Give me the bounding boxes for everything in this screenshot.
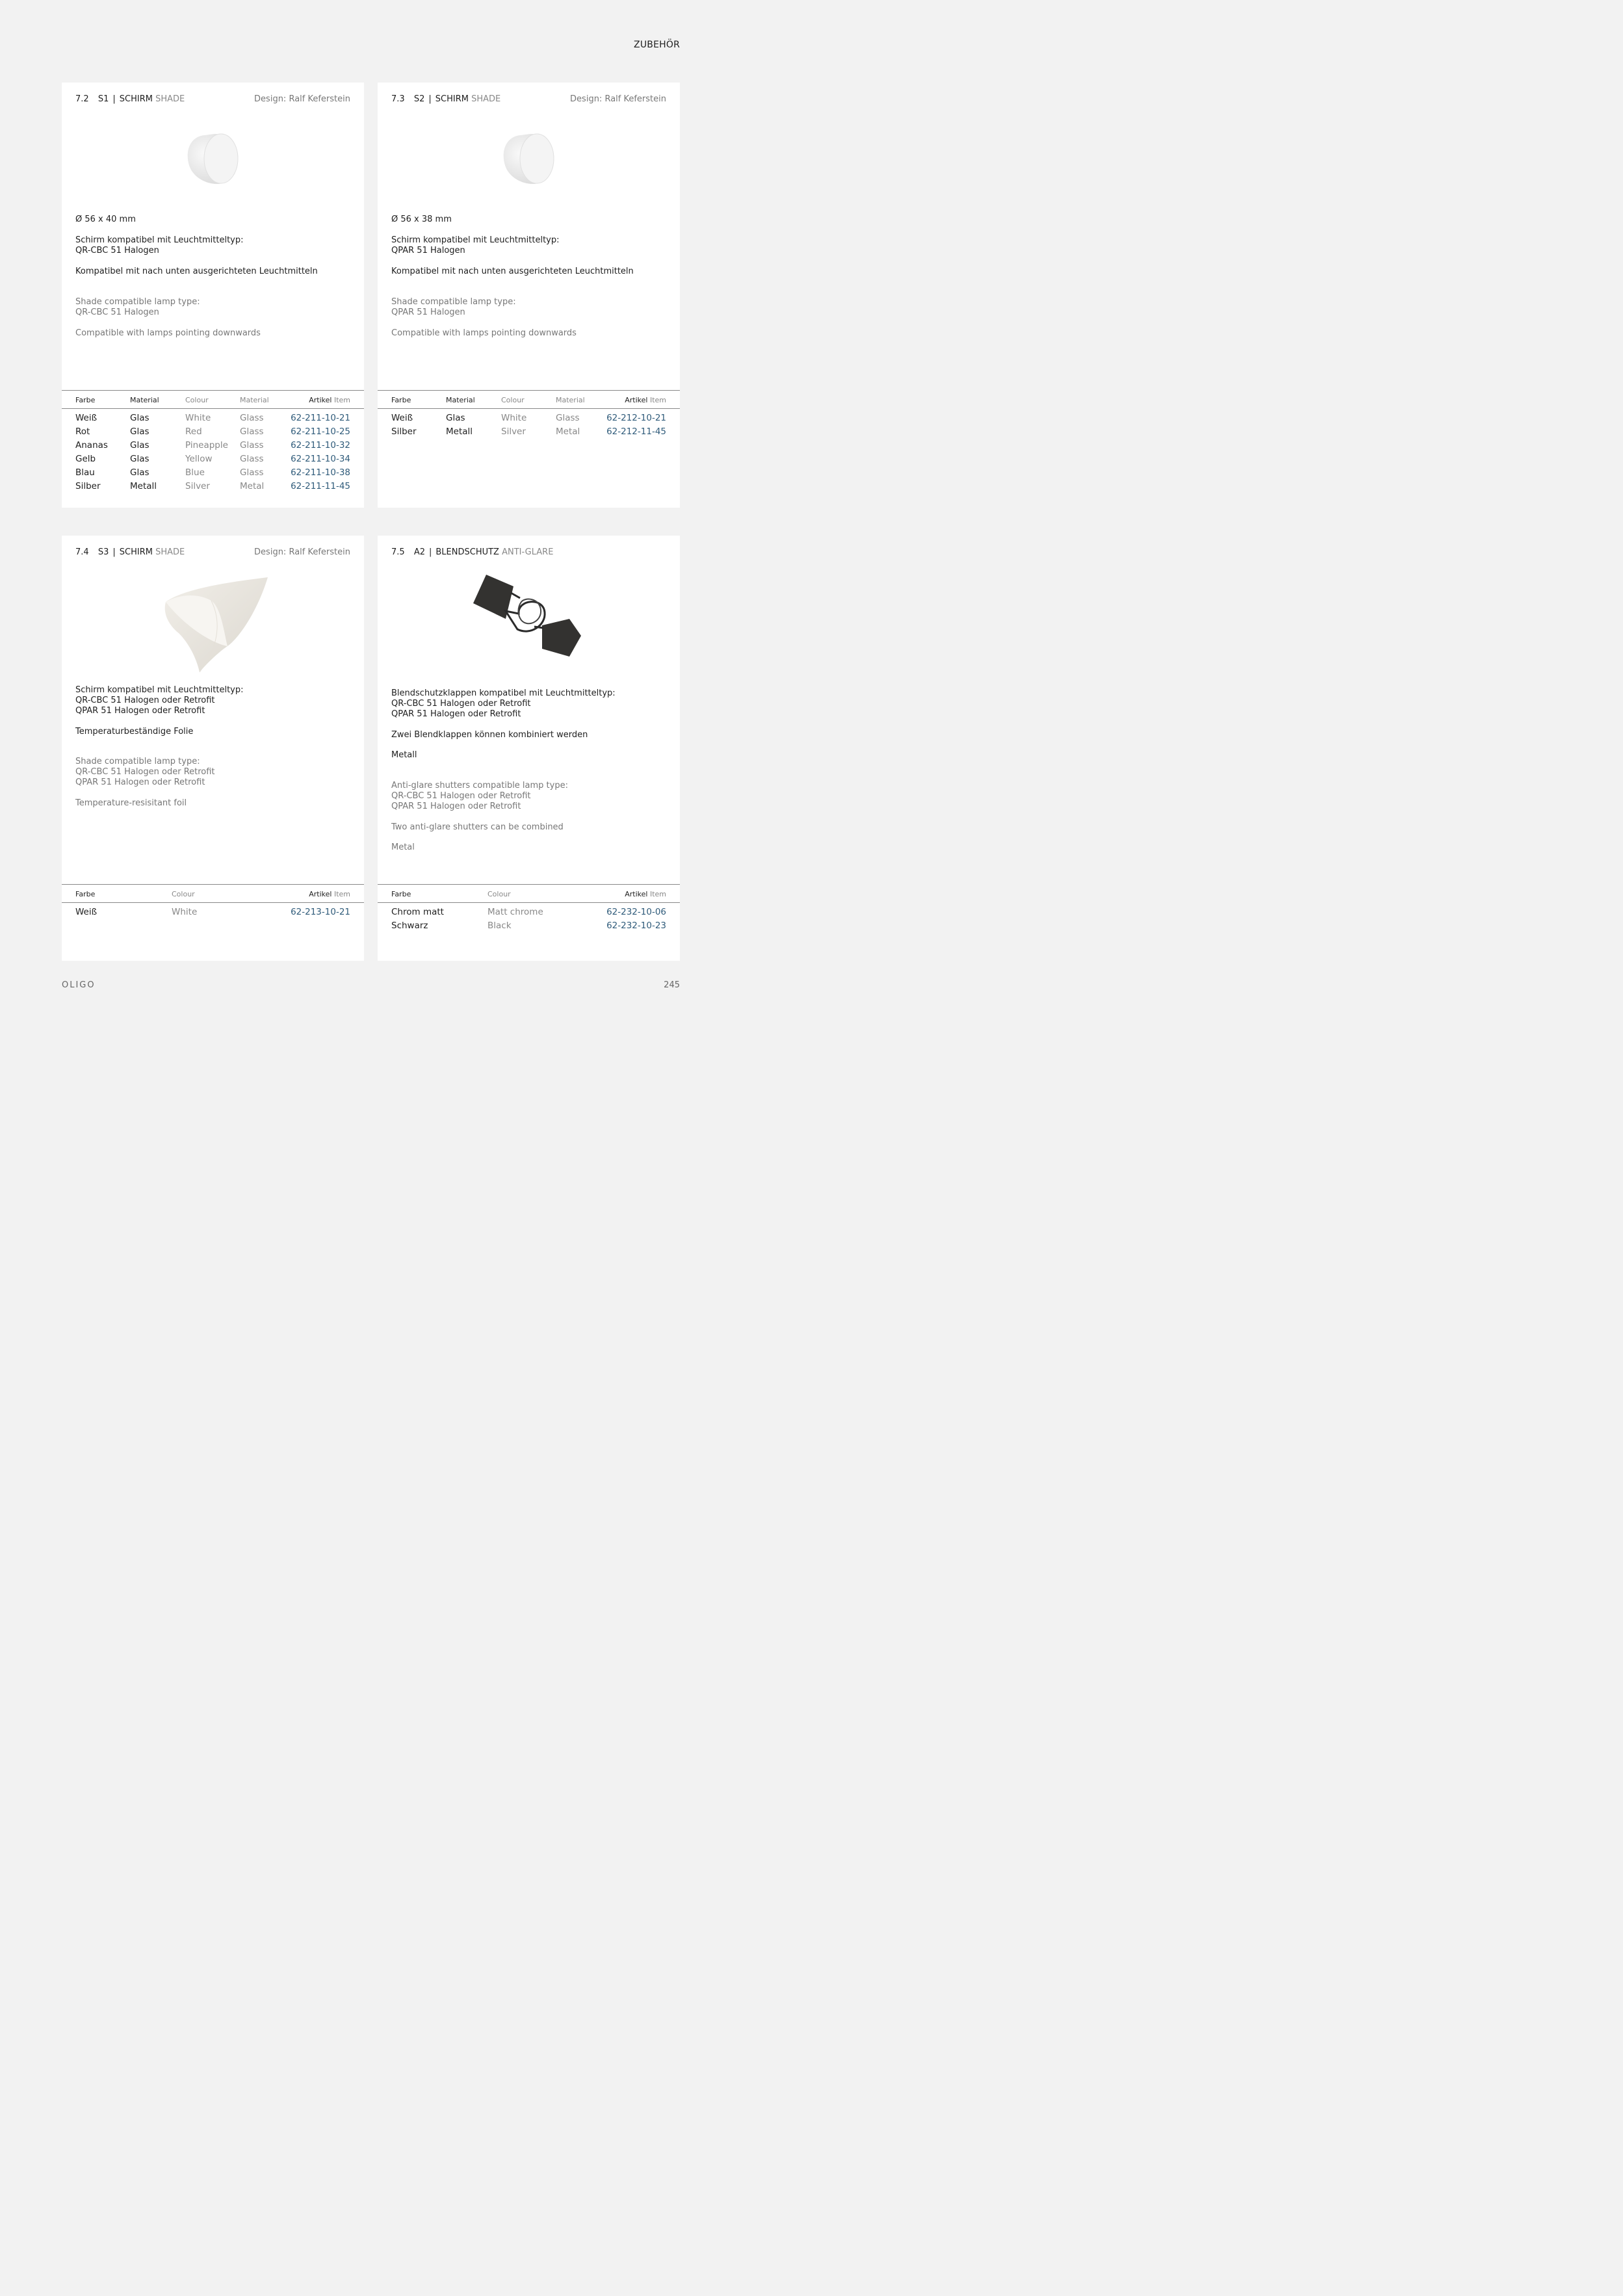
- description-en: Shade compatible lamp type: QPAR 51 Halogen Compatible with lamps pointing downwards: [391, 297, 577, 338]
- table-row: Weiß Glas White Glass 62-211-10-21: [75, 413, 350, 423]
- description-de: Blendschutzklappen kompatibel mit Leuchtmitteltyp: QR-CBC 51 Halogen oder Retrofit QPAR 51 Halogen oder Retrofit Zwei Blendklappen können kombiniert werden Metall: [391, 688, 616, 760]
- shade-s3-foil-image: [159, 575, 273, 675]
- article-number: 62-212-11-45: [606, 426, 666, 437]
- table-row: Chrom matt Matt chrome 62-232-10-06: [391, 907, 666, 917]
- description-en: Shade compatible lamp type: QR-CBC 51 Halogen Compatible with lamps pointing downwards: [75, 297, 261, 338]
- table-header: Farbe Colour Artikel Item: [378, 884, 680, 903]
- product-subtitle: ANTI-GLARE: [502, 547, 554, 557]
- designer: Design: Ralf Keferstein: [254, 94, 350, 104]
- description-en: Shade compatible lamp type: QR-CBC 51 Halogen oder Retrofit QPAR 51 Halogen oder Retrofit Temperature-resisitant foil: [75, 757, 215, 808]
- dimension-text: Ø 56 x 38 mm: [391, 215, 452, 224]
- oligo-logo: OLIGO: [62, 980, 96, 990]
- product-code: S1: [97, 94, 109, 104]
- table-row: Blau Glas Blue Glass 62-211-10-38: [75, 467, 350, 478]
- table-row: Weiß White 62-213-10-21: [75, 907, 350, 917]
- description-de: Schirm kompatibel mit Leuchtmitteltyp: QR-CBC 51 Halogen oder Retrofit QPAR 51 Halogen oder Retrofit Temperaturbeständige Folie: [75, 685, 244, 737]
- card-header: 7.5 A2 | BLENDSCHUTZ ANTI-GLARE: [391, 547, 554, 557]
- description-de: Schirm kompatibel mit Leuchtmitteltyp: QR-CBC 51 Halogen Kompatibel mit nach unten ausgerichteten Leuchtmitteln: [75, 235, 318, 276]
- product-card-s1: [62, 83, 364, 508]
- dimension-text: Ø 56 x 40 mm: [75, 215, 136, 224]
- table-row: Schwarz Black 62-232-10-23: [391, 920, 666, 931]
- product-title: SCHIRM: [119, 547, 153, 557]
- article-number: 62-232-10-23: [606, 920, 666, 931]
- article-table: [378, 884, 680, 934]
- article-number: 62-211-10-25: [291, 426, 350, 437]
- section-title: ZUBEHÖR: [634, 40, 680, 50]
- article-number: 62-211-10-32: [291, 440, 350, 450]
- article-table: [62, 390, 364, 495]
- page-number: 245: [664, 980, 680, 990]
- table-row: Weiß Glas White Glass 62-212-10-21: [391, 413, 666, 423]
- table-row: Silber Metall Silver Metal 62-211-11-45: [75, 481, 350, 491]
- table-row: Rot Glas Red Glass 62-211-10-25: [75, 426, 350, 437]
- article-table: [378, 390, 680, 440]
- product-title: SCHIRM: [119, 94, 153, 104]
- table-row: Ananas Glas Pineapple Glass 62-211-10-32: [75, 440, 350, 450]
- shade-s2-image: [498, 131, 556, 187]
- item-number: 7.3: [391, 94, 405, 104]
- designer: Design: Ralf Keferstein: [570, 94, 666, 104]
- item-number: 7.4: [75, 547, 89, 557]
- product-card-s2: [378, 83, 680, 508]
- card-header: 7.3 S2 | SCHIRM SHADE Design: Ralf Keferstein: [391, 94, 666, 104]
- product-code: S3: [97, 547, 109, 557]
- description-en: Anti-glare shutters compatible lamp type: QR-CBC 51 Halogen oder Retrofit QPAR 51 Halogen oder Retrofit Two anti-glare shutters can be combined Metal: [391, 781, 568, 852]
- article-number: 62-213-10-21: [291, 907, 350, 917]
- product-code: A2: [413, 547, 425, 557]
- table-header: Farbe Colour Artikel Item: [62, 884, 364, 903]
- article-number: 62-211-11-45: [291, 481, 350, 491]
- shade-s1-image: [182, 131, 240, 187]
- card-header: 7.4 S3 | SCHIRM SHADE Design: Ralf Keferstein: [75, 547, 350, 557]
- table-row: Silber Metall Silver Metal 62-212-11-45: [391, 426, 666, 437]
- product-subtitle: SHADE: [155, 94, 185, 104]
- product-card-s3: [62, 536, 364, 961]
- card-header: 7.2 S1 | SCHIRM SHADE Design: Ralf Keferstein: [75, 94, 350, 104]
- item-number: 7.5: [391, 547, 405, 557]
- article-number: 62-232-10-06: [606, 907, 666, 917]
- article-number: 62-211-10-34: [291, 454, 350, 464]
- product-subtitle: SHADE: [471, 94, 501, 104]
- item-number: 7.2: [75, 94, 89, 104]
- table-row: Gelb Glas Yellow Glass 62-211-10-34: [75, 454, 350, 464]
- description-de: Schirm kompatibel mit Leuchtmitteltyp: QPAR 51 Halogen Kompatibel mit nach unten ausgerichteten Leuchtmitteln: [391, 235, 634, 276]
- product-title: SCHIRM: [435, 94, 469, 104]
- table-header: Farbe Material Colour Material Artikel Item: [378, 390, 680, 409]
- product-title: BLENDSCHUTZ: [435, 547, 499, 557]
- article-number: 62-211-10-21: [291, 413, 350, 423]
- product-card-a2: [378, 536, 680, 961]
- article-number: 62-211-10-38: [291, 467, 350, 478]
- product-code: S2: [413, 94, 425, 104]
- table-header: Farbe Material Colour Material Artikel Item: [62, 390, 364, 409]
- anti-glare-shutter-image: [472, 573, 582, 658]
- designer: Design: Ralf Keferstein: [254, 547, 350, 557]
- article-number: 62-212-10-21: [606, 413, 666, 423]
- product-subtitle: SHADE: [155, 547, 185, 557]
- article-table: [62, 884, 364, 920]
